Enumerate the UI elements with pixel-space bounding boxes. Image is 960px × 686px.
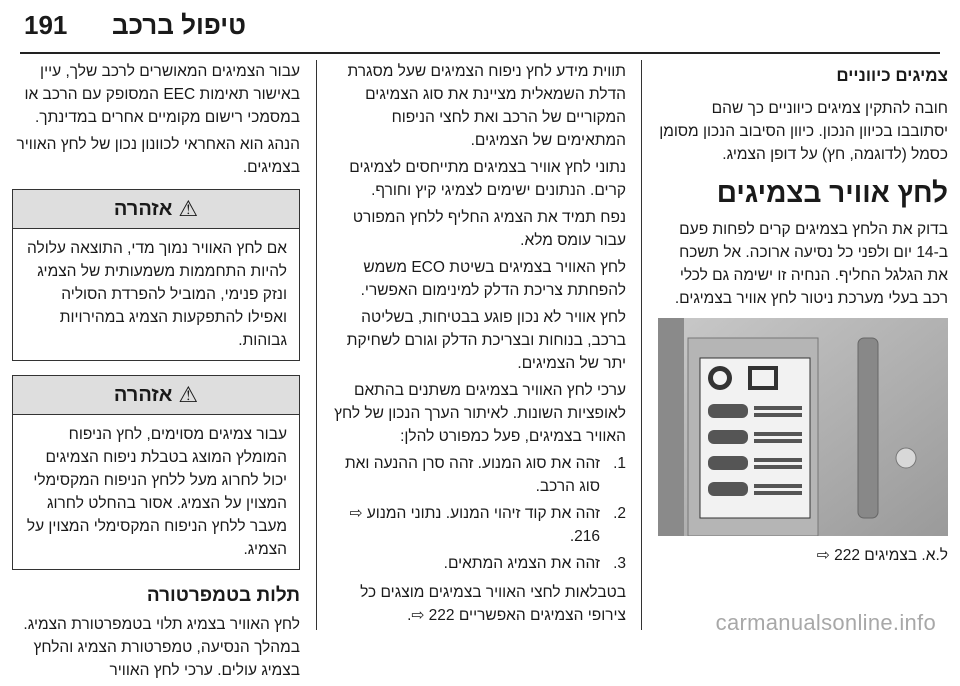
tables-text-wrap bbox=[330, 581, 626, 627]
directional-tyres-text: חובה להתקין צמיגים כיווניים כך שהם יסתובבו בכיוון הנכון. כיוון הסיבוב הנכון מסומן כסמל (לדוגמה, חץ) על דופן הצמיג. bbox=[659, 100, 948, 163]
cold-tyres-text: נתוני לחץ אוויר בצמיגים מתייחסים לצמיגים קרים. הנתונים ישימים לצמיגי קיץ וחורף. bbox=[349, 159, 626, 199]
driver-responsibility-text: הנהג הוא האחראי לכוונון נכון של לחץ האוויר בצמיגים. bbox=[16, 136, 300, 176]
label-info-text: תווית מידע לחץ ניפוח הצמיגים שעל מסגרת הדלת השמאלית מציינת את סוג הצמיגים המקוריים של הרכב ואת לחצי הניפוח המתאימים של הצמיגים. bbox=[347, 63, 626, 149]
step-ref: ⇨ 216 bbox=[349, 505, 600, 545]
step-text-wrap bbox=[330, 502, 600, 548]
page-number: 191 bbox=[24, 10, 68, 40]
tyre-pressure-label-figure bbox=[658, 318, 948, 536]
approved-tyres-text: עבור הצמיגים המאושרים לרכב שלך, עיין באישור תאימות EEC המסופק עם הרכב או במסמכי רישום מקומיים אחרים במדינתך. bbox=[24, 63, 300, 126]
tables-tail: . bbox=[407, 607, 412, 624]
spare-wheel-text: נפח תמיד את הצמיג החליף ללחץ המפורט עבור עומס מלא. bbox=[352, 209, 626, 249]
temperature-text: לחץ האוויר בצמיג תלוי בטמפרטורת הצמיג. במהלך הנסיעה, טמפרטורת הצמיג והלחץ בצמיג עולים. ערכי לחץ האוויר bbox=[23, 616, 300, 679]
warning-title: אזהרה bbox=[113, 197, 173, 220]
figure-caption-ref: ⇨ 222 bbox=[816, 547, 860, 564]
warning-box-max-pressure bbox=[12, 375, 300, 570]
warning-box-low-pressure bbox=[12, 189, 300, 361]
warning-triangle-icon: ⚠ bbox=[178, 382, 199, 407]
warning-header bbox=[13, 190, 299, 229]
page-header bbox=[0, 0, 960, 46]
column-divider-left bbox=[316, 60, 317, 630]
procedure-steps bbox=[330, 452, 626, 575]
tables-text: בטבלאות לחצי האוויר בצמיגים מוצגים כל צירופי הצמיגים האפשריים bbox=[360, 584, 626, 624]
list-item bbox=[330, 552, 626, 575]
tyre-pressure-heading: לחץ אוויר בצמיגים bbox=[716, 177, 948, 208]
warning-text: עבור צמיגים מסוימים, לחץ הניפוח המומלץ המוצג בטבלת ניפוח הצמיגים יכול לחרוג מעל ללחץ הניפוח המקסימלי המצוין על הצמיג. אסור בהחלט לחרוג מעבר ללחץ הניפוח המקסימלי המצוין על הצמיג. bbox=[26, 426, 287, 558]
step-number: 1. bbox=[613, 455, 626, 472]
step-text: זהה את סוג המנוע. זהה סרן ההנעה ואת סוג הרכב. bbox=[344, 455, 600, 495]
step-number: 3. bbox=[613, 555, 626, 572]
warning-header bbox=[13, 376, 299, 415]
warning-title: אזהרה bbox=[113, 383, 173, 406]
tyre-pressure-text: בדוק את הלחץ בצמיגים קרים לפחות פעם ב-14 יום ולפני כל נסיעה ארוכה. אל תשכח את הגלגל החליף. הנחיה זו ישימה גם לכלי רכב בעלי מערכת ניטור לחץ אוויר בצמיגים. bbox=[674, 221, 948, 307]
warning-text: אם לחץ האוויר נמוך מדי, התוצאה עלולה להיות התחממות משמעותית של הצמיג ונזק פנימי, המוביל להפרדת הסוליה ואפילו להתפקעות הצמיג במהירויות גבוהות. bbox=[26, 240, 287, 349]
door-frame-illustration bbox=[658, 318, 948, 536]
column-middle bbox=[330, 60, 626, 631]
wrong-pressure-text: לחץ אוויר לא נכון פוגע בבטיחות, בשליטה ברכב, בנוחות ובצריכת הדלק וגורם לשחיקת יתר של הצמיגים. bbox=[346, 309, 626, 372]
step-text: זהה את הצמיג המתאים. bbox=[443, 555, 600, 572]
warning-triangle-icon: ⚠ bbox=[178, 196, 199, 221]
eco-pressure-text: לחץ האוויר בצמיגים בשיטת ECO משמש להפחתת צריכת הדלק למינימום האפשרי. bbox=[360, 259, 626, 299]
header-rule bbox=[20, 52, 940, 54]
chapter-title: טיפול ברכב bbox=[112, 10, 246, 40]
list-item bbox=[330, 502, 626, 548]
pressure-values-text: ערכי לחץ האוויר בצמיגים משתנים בהתאם לאופציות השונות. לאיתור הערך הנכון של לחץ האוויר בצמיגים, פעל כמפורט להלן: bbox=[334, 382, 626, 445]
column-divider-right bbox=[641, 60, 642, 630]
directional-tyres-heading: צמיגים כיווניים bbox=[836, 66, 948, 85]
column-left bbox=[12, 60, 300, 686]
column-right bbox=[658, 60, 948, 567]
figure-caption-text: ל.א. בצמיגים bbox=[864, 547, 948, 564]
list-item bbox=[330, 452, 626, 498]
figure-caption bbox=[658, 544, 948, 567]
step-tail: . bbox=[569, 528, 575, 545]
step-number: 2. bbox=[613, 505, 626, 522]
tables-ref: ⇨ 222 bbox=[411, 607, 455, 624]
watermark: carmanualsonline.info bbox=[715, 610, 936, 635]
step-text: זהה את קוד זיהוי המנוע. נתוני המנוע bbox=[366, 505, 600, 522]
temperature-heading: תלות בטמפרטורה bbox=[146, 585, 300, 606]
